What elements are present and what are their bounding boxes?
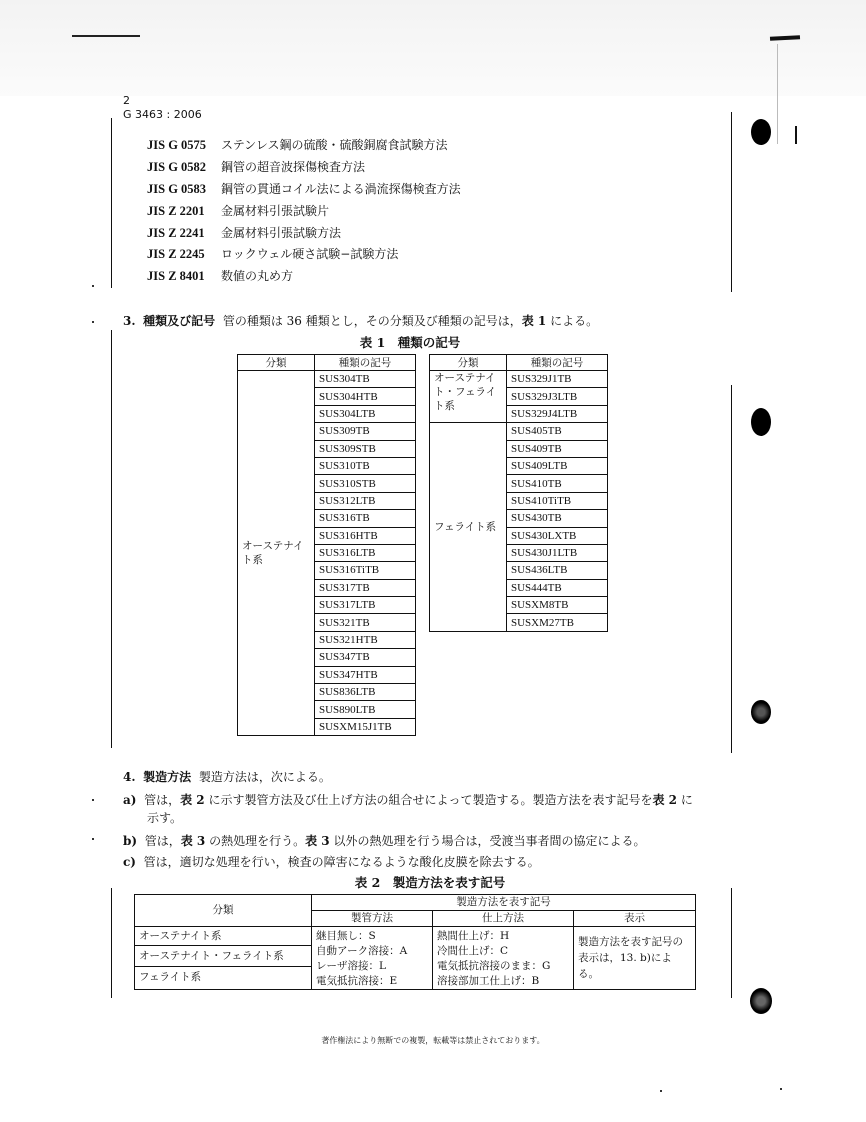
item-c: c) 管は，適切な処理を行い，検査の障害になるような酸化皮膜を除去する。 bbox=[123, 855, 540, 869]
symbol-cell: SUS405TB bbox=[507, 423, 608, 440]
symbol-cell: SUS304LTB bbox=[315, 405, 416, 422]
symbol-cell: SUS430TB bbox=[507, 510, 608, 527]
top-rule bbox=[72, 35, 140, 37]
item-a: a) 管は，表 2 に示す製管方法及び仕上げ方法の組合せによって製造する。製造方法を表す記号を表 2 に bbox=[123, 793, 693, 807]
reference-line: JIS Z 8401 数値の丸め方 bbox=[147, 269, 294, 283]
punch-hole bbox=[751, 700, 771, 724]
scan-speck bbox=[92, 799, 94, 801]
symbol-cell: SUS321HTB bbox=[315, 631, 416, 648]
symbol-cell: SUS316HTB bbox=[315, 527, 416, 544]
margin-line bbox=[731, 112, 732, 292]
header-finish-method: 仕上方法 bbox=[433, 911, 574, 927]
category-cell: オーステナイト系 bbox=[238, 371, 315, 736]
header-symbol: 種類の記号 bbox=[507, 355, 608, 371]
symbol-cell: SUS317TB bbox=[315, 579, 416, 596]
header-symbol: 種類の記号 bbox=[315, 355, 416, 371]
reference-line: JIS Z 2245 ロックウェル硬さ試験−試験方法 bbox=[147, 247, 399, 261]
header-category: 分類 bbox=[238, 355, 315, 371]
symbol-cell: SUS329J4LTB bbox=[507, 405, 608, 422]
header-group: 製造方法を表す記号 bbox=[312, 895, 696, 911]
section-3-paragraph: 3. 種類及び記号 管の種類は 36 種類とし，その分類及び種類の記号は，表 1 による。 bbox=[123, 314, 599, 328]
header-pipe-method: 製管方法 bbox=[312, 911, 433, 927]
item-b: b) 管は，表 3 の熱処理を行う。表 3 以外の熱処理を行う場合は，受渡当事者間の協定による。 bbox=[123, 834, 646, 848]
scan-mark bbox=[795, 126, 797, 144]
scan-speck bbox=[660, 1090, 662, 1092]
section-4-heading: 4. 製造方法 製造方法は，次による。 bbox=[123, 770, 331, 784]
symbol-cell: SUS347TB bbox=[315, 649, 416, 666]
symbol-cell: SUS309STB bbox=[315, 440, 416, 457]
symbol-cell: SUS430J1LTB bbox=[507, 544, 608, 561]
symbol-cell: SUS317LTB bbox=[315, 597, 416, 614]
symbol-cell: SUS316TB bbox=[315, 510, 416, 527]
table-2 bbox=[134, 894, 696, 990]
reference-line: JIS Z 2241 金属材料引張試験方法 bbox=[147, 226, 342, 240]
margin-line-left bbox=[111, 888, 112, 998]
table-1-caption: 表 1 種類の記号 bbox=[359, 335, 461, 350]
scan-speck bbox=[92, 321, 94, 323]
symbol-cell: SUS410TB bbox=[507, 475, 608, 492]
symbol-cell: SUS321TB bbox=[315, 614, 416, 631]
punch-hole bbox=[751, 119, 771, 145]
symbol-cell: SUS316TiTB bbox=[315, 562, 416, 579]
punch-hole bbox=[751, 408, 771, 436]
symbol-cell: SUS310STB bbox=[315, 475, 416, 492]
punch-hole bbox=[750, 988, 772, 1014]
table-2-caption: 表 2 製造方法を表す記号 bbox=[354, 875, 506, 890]
category-cell: オーステナイト・フェライト系 bbox=[430, 371, 507, 423]
category-cell: オーステナイト系 オーステナイト・フェライト系 フェライト系 bbox=[135, 927, 312, 990]
scan-header-band bbox=[0, 0, 866, 96]
page-number: 2 bbox=[123, 94, 130, 107]
table-1-right bbox=[429, 354, 608, 632]
symbol-cell: SUSXM8TB bbox=[507, 597, 608, 614]
symbol-cell: SUS347HTB bbox=[315, 666, 416, 683]
symbol-cell: SUS329J3LTB bbox=[507, 388, 608, 405]
reference-line: JIS G 0582 鋼管の超音波探傷検査方法 bbox=[147, 160, 366, 174]
symbol-cell: SUS890LTB bbox=[315, 701, 416, 718]
header-category: 分類 bbox=[135, 895, 312, 927]
item-a-continuation: 示す。 bbox=[147, 811, 183, 825]
scan-speck bbox=[92, 838, 94, 840]
symbol-cell: SUS310TB bbox=[315, 457, 416, 474]
category-cell: フェライト系 bbox=[430, 423, 507, 632]
reference-line: JIS G 0583 鋼管の貫通コイル法による渦流探傷検査方法 bbox=[147, 182, 461, 196]
symbol-cell: SUS304TB bbox=[315, 371, 416, 388]
margin-line-left bbox=[111, 118, 112, 288]
margin-line bbox=[731, 888, 732, 998]
finish-method-cell: 熱間仕上げ：H 冷間仕上げ：C 電気抵抗溶接のまま：G 溶接部加工仕上げ：B bbox=[433, 927, 574, 990]
scan-speck bbox=[780, 1088, 782, 1090]
symbol-cell: SUS409TB bbox=[507, 440, 608, 457]
symbol-cell: SUS304HTB bbox=[315, 388, 416, 405]
scan-edge-line bbox=[777, 44, 778, 144]
symbol-cell: SUS836LTB bbox=[315, 684, 416, 701]
symbol-cell: SUSXM27TB bbox=[507, 614, 608, 631]
symbol-cell: SUS436LTB bbox=[507, 562, 608, 579]
copyright-notice: 著作権法により無断での複製，転載等は禁止されております。 bbox=[321, 1036, 545, 1045]
reference-line: JIS Z 2201 金属材料引張試験片 bbox=[147, 204, 330, 218]
symbol-cell: SUS316LTB bbox=[315, 544, 416, 561]
symbol-cell: SUS444TB bbox=[507, 579, 608, 596]
symbol-cell: SUSXM15J1TB bbox=[315, 718, 416, 735]
standard-id: G 3463 : 2006 bbox=[123, 108, 202, 121]
symbol-cell: SUS309TB bbox=[315, 423, 416, 440]
symbol-cell: SUS409LTB bbox=[507, 457, 608, 474]
header-category: 分類 bbox=[430, 355, 507, 371]
reference-line: JIS G 0575 ステンレス鋼の硫酸・硫酸銅腐食試験方法 bbox=[147, 138, 448, 152]
symbol-cell: SUS329J1TB bbox=[507, 371, 608, 388]
table-1-left bbox=[237, 354, 416, 736]
margin-line-left bbox=[111, 330, 112, 748]
header-display: 表示 bbox=[574, 911, 696, 927]
symbol-cell: SUS312LTB bbox=[315, 492, 416, 509]
display-cell: 製造方法を表す記号の表示は，13. b)による。 bbox=[574, 927, 696, 990]
margin-line bbox=[731, 385, 732, 753]
symbol-cell: SUS430LXTB bbox=[507, 527, 608, 544]
scan-speck bbox=[92, 285, 94, 287]
pipe-method-cell: 継目無し：S 自動アーク溶接：A レーザ溶接：L 電気抵抗溶接：E bbox=[312, 927, 433, 990]
symbol-cell: SUS410TiTB bbox=[507, 492, 608, 509]
